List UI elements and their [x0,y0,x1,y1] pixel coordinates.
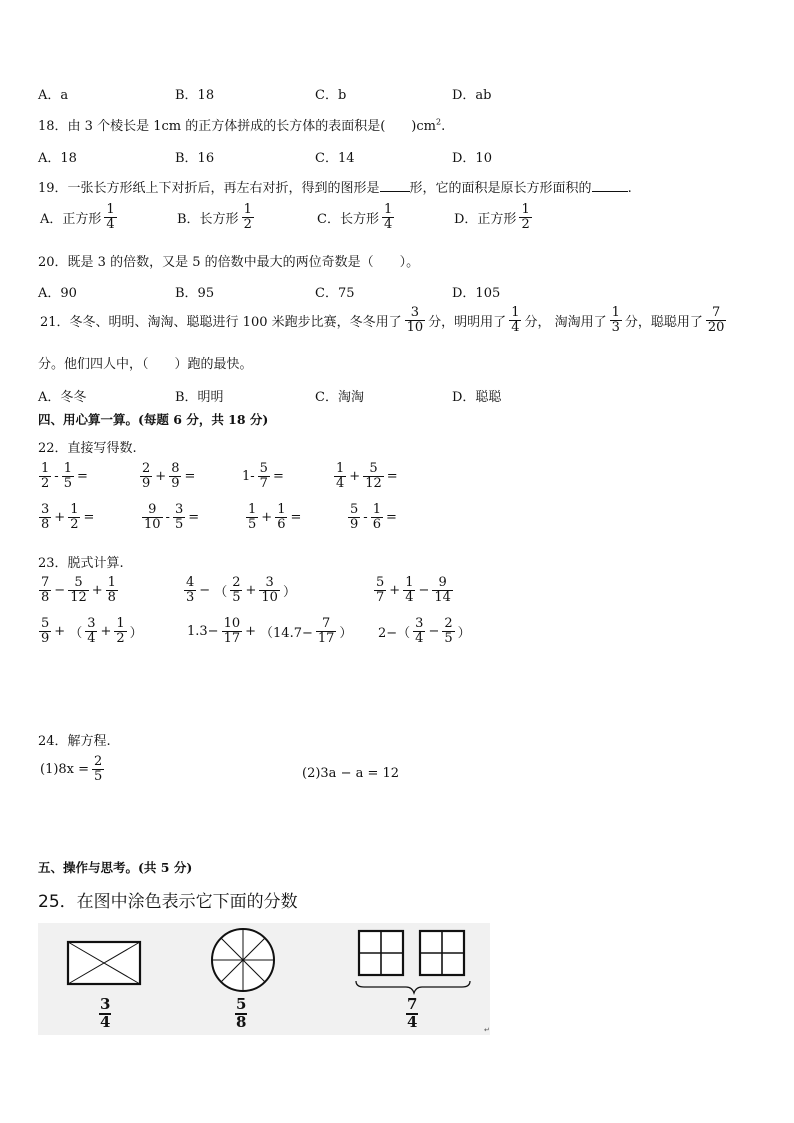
q22-expr-4: $\frac{1}{4}$ + $\frac{5}{12}$ = [336,461,398,491]
q19-option-d-label: D．正方形 [454,211,517,227]
return-mark: ↵ [484,1026,490,1034]
q21-option-d: D．聪聪 [452,390,502,405]
q20-option-b: B．95 [175,286,215,301]
q18-option-b: B．16 [175,151,215,166]
q22-expr-2: $\frac{2}{9}$ + $\frac{8}{9}$ = [142,461,196,491]
q19-text-b: 形，它的面积是原长方形面积的 [409,181,592,196]
q20-option-d: D．105 [452,286,501,301]
q21-text-3: 分， 淘淘用了 [524,314,607,330]
q19-text-a: 19．一张长方形纸上下对折后，再左右对折，得到的图形是 [38,181,380,196]
q25-title: 25．在图中涂色表示它下面的分数 [38,892,298,912]
square-shape-1[interactable] [359,931,403,975]
q21-question-line1 [38,306,727,334]
q22-expr-8: $\frac{5}{9}$ - $\frac{1}{6}$ = [350,502,397,532]
circle-shape[interactable] [212,929,274,991]
q18-text-a: 18．由 3 个棱长是 1cm 的正方体拼成的长方体的表面积是( [38,119,386,134]
q19-option-a-frac: $\frac{1}{4}$ [106,202,115,232]
brace-mark [356,981,470,993]
q19-option-a [38,203,118,231]
section-4-heading: 四、用心算一算。(每题 6 分，共 18 分) [38,412,269,427]
q23-title: 23．脱式计算. [38,556,124,571]
q22-expr-7: $\frac{1}{5}$ + $\frac{1}{6}$ = [248,502,302,532]
q19-text-c: . [627,181,632,196]
q19-option-a-label: A．正方形 [40,211,102,227]
section-5-heading: 五、操作与思考。(共 5 分) [38,860,193,875]
q21-option-c: C．淘淘 [315,390,364,405]
square-shape-2[interactable] [420,931,464,975]
q25-figure-panel [38,923,490,1035]
q21-text-4: 分，聪聪用了 [624,314,703,330]
q19-option-b-label: B．长方形 [177,211,239,227]
q18-option-d: D．10 [452,151,492,166]
q19-option-b [175,203,255,231]
q19-option-d-frac: $\frac{1}{2}$ [521,202,530,232]
q17-option-a: A．a [38,88,69,103]
q23-expr-6: 2−（ $\frac{3}{4}$ − $\frac{2}{5}$ ） [378,616,471,646]
q19-question [38,177,632,196]
q23-expr-2: $\frac{4}{3}$ − （ $\frac{2}{5}$ + $\frac{3}{10}$ ） [186,575,296,605]
q22-title: 22．直接写得数. [38,441,137,456]
q25-frac-rectangle: $\frac{3}{4}$ [100,995,111,1031]
q18-text-c: . [441,119,446,134]
q18-unit-exponent: 2 [435,117,442,127]
q19-option-c-frac: $\frac{1}{4}$ [383,202,393,232]
q23-expr-5: 1.3− $\frac{10}{17}$ + （14.7− $\frac{7}{17}$ ） [187,616,353,646]
q19-option-d [452,203,533,231]
q19-option-c-label: C．长方形 [317,211,379,227]
q23-expr-4: $\frac{5}{9}$ + （ $\frac{3}{4}$ + $\frac{1}{2}$ ） [41,616,143,646]
q20-option-c: C．75 [315,286,355,301]
q21-option-a: A．冬冬 [38,390,87,405]
rectangle-shape[interactable] [68,942,140,984]
q24-title: 24．解方程. [38,734,111,749]
q21-frac-dongdong: $\frac{3}{10}$ [406,305,424,335]
q25-frac-circle: $\frac{5}{8}$ [236,995,247,1031]
q22-expr-1: $\frac{1}{2}$ - $\frac{1}{5}$ = [41,461,88,491]
q22-expr-5: $\frac{3}{8}$ + $\frac{1}{2}$ = [41,502,95,532]
q20-question: 20．既是 3 的倍数，又是 5 的倍数中最大的两位奇数是（ ）。 [38,255,420,270]
q21-question-line2: 分。他们四人中，（ ）跑的最快。 [38,357,253,372]
q21-text-1: 21．冬冬、明明、淘淘、聪聪进行 100 米跑步比赛，冬冬用了 [40,314,402,330]
q20-option-a: A．90 [38,286,77,301]
q19-option-c [315,203,395,231]
q25-frac-squares: $\frac{7}{4}$ [407,995,418,1031]
q24-equation-2: (2)3a − a = 12 [302,766,400,781]
q18-question [38,115,445,134]
q19-option-b-frac: $\frac{1}{2}$ [243,202,252,232]
q21-text-2: 分，明明用了 [428,314,507,330]
q18-text-b: )cm [411,119,436,134]
q18-option-c: C．14 [315,151,355,166]
q21-option-b: B．明明 [175,390,224,405]
q21-frac-taotao: $\frac{1}{3}$ [611,305,620,335]
q22-expr-3: 1- $\frac{5}{7}$ = [242,461,284,491]
q23-expr-3: $\frac{5}{7}$ + $\frac{1}{4}$ − $\frac{9}{14}$ [376,575,451,605]
q21-frac-congcong: $\frac{7}{20}$ [707,305,725,335]
q19-blank-2 [592,191,628,192]
q18-option-a: A．18 [38,151,77,166]
q17-option-c: C．b [315,88,347,103]
q23-expr-1: $\frac{7}{8}$ − $\frac{5}{12}$ + $\frac{1}{8}$ [41,575,116,605]
q22-expr-6: $\frac{9}{10}$ - $\frac{3}{5}$ = [144,502,200,532]
q17-option-d: D．ab [452,88,492,103]
q24-equation-1: (1)8x = $\frac{2}{5}$ [40,754,103,784]
q17-option-b: B．18 [175,88,215,103]
q19-blank-1 [380,191,410,192]
q21-frac-mingming: $\frac{1}{4}$ [511,305,520,335]
